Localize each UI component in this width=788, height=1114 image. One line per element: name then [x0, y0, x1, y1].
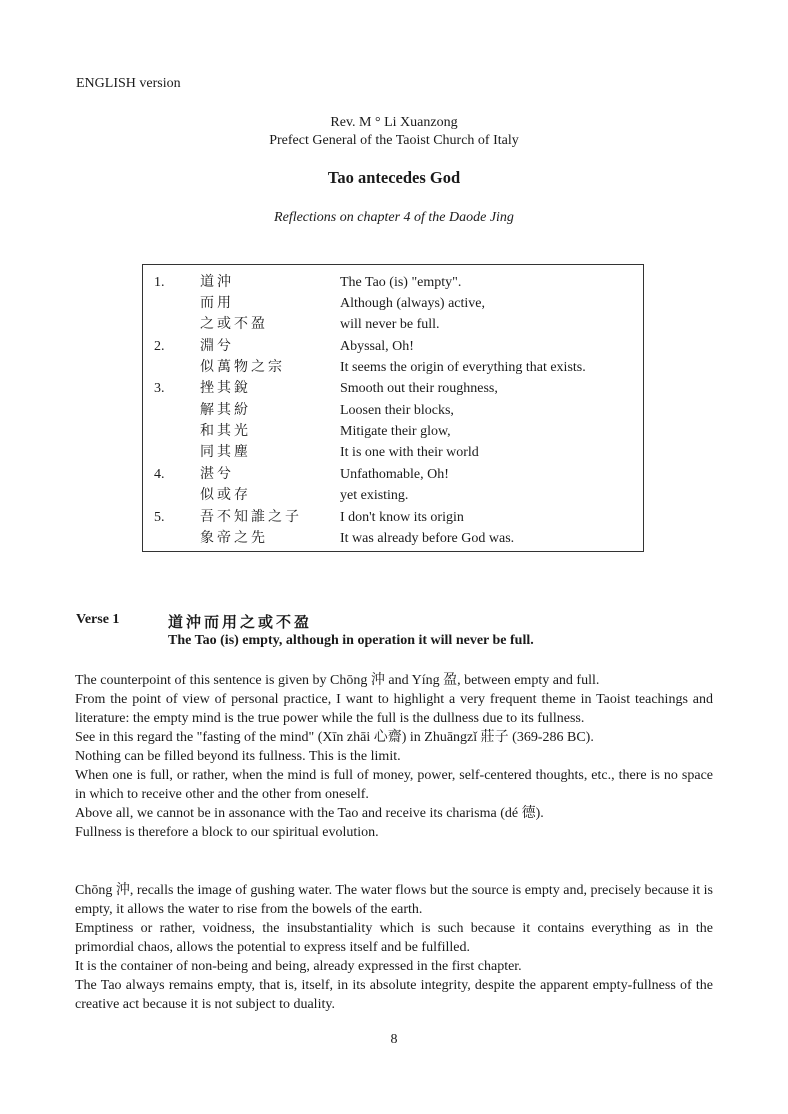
chapter-text-table: [142, 264, 644, 552]
paragraph: Chōng 沖, recalls the image of gushing water. The water flows but the source is empty and, precisely because it is empty, it allows the water to rise from the bowels of the earth.: [75, 883, 713, 917]
row-english: Although (always) active,: [340, 296, 486, 311]
row-english: Loosen their blocks,: [340, 403, 454, 418]
row-english: yet existing.: [340, 488, 409, 503]
commentary-section-2: [75, 881, 713, 1014]
commentary-section-1: [75, 671, 713, 842]
author-role: Prefect General of the Taoist Church of Italy: [269, 133, 519, 148]
page-number: 8: [390, 1032, 398, 1047]
row-chinese: 同其塵: [200, 444, 251, 460]
row-chinese: 似萬物之宗: [200, 359, 285, 375]
row-english: Smooth out their roughness,: [340, 381, 498, 396]
paragraph: The Tao always remains empty, that is, itself, in its absolute integrity, despite the apparent empty-fullness of the creative act because it is not subject to duality.: [75, 978, 713, 1012]
row-number: 3.: [154, 381, 165, 396]
paragraph: Above all, we cannot be in assonance with the Tao and receive its charisma (dé 德).: [75, 806, 544, 821]
paragraph: From the point of view of personal practice, I want to highlight a very frequent theme in Taoist teachings and literature: the empty mind is the true power while the full is the dullness due to its fullness.: [75, 692, 713, 726]
paragraph: It is the container of non-being and being, already expressed in the first chapter.: [75, 959, 522, 974]
row-english: Mitigate their glow,: [340, 424, 451, 439]
row-chinese: 而用: [200, 295, 234, 311]
row-chinese: 吾不知誰之子: [200, 509, 302, 525]
row-chinese: 之或不盈: [200, 316, 268, 332]
paragraph: The counterpoint of this sentence is given by Chōng 沖 and Yíng 盈, between empty and full.: [75, 673, 600, 688]
row-english: will never be full.: [340, 317, 440, 332]
paragraph: Emptiness or rather, voidness, the insubstantiality which is such because it contains everything as in the primordial chaos, allows the potential to express itself and be fulfilled.: [75, 921, 713, 955]
row-english: It is one with their world: [340, 445, 479, 460]
row-english: Unfathomable, Oh!: [340, 467, 449, 482]
row-number: 1.: [154, 275, 165, 290]
row-english: It seems the origin of everything that exists.: [340, 360, 586, 375]
paragraph: See in this regard the "fasting of the mind" (Xīn zhāi 心齋) in Zhuāngzǐ 莊子 (369-286 BC).: [75, 730, 594, 745]
row-chinese: 似或存: [200, 487, 251, 503]
author-name: Rev. M ° Li Xuanzong: [330, 115, 458, 130]
author-block: [0, 114, 788, 150]
paragraph: Nothing can be filled beyond its fullness. This is the limit.: [75, 749, 401, 764]
document-version-header: ENGLISH version: [76, 76, 181, 91]
row-chinese: 和其光: [200, 423, 251, 439]
row-chinese: 挫其銳: [200, 380, 251, 396]
row-number: 4.: [154, 467, 165, 482]
row-number: 2.: [154, 339, 165, 354]
verse-chinese-text: 道沖而用之或不盈: [168, 613, 313, 631]
document-subtitle: Reflections on chapter 4 of the Daode Jing: [274, 210, 514, 225]
row-english: I don't know its origin: [340, 510, 464, 525]
document-title: Tao antecedes God: [327, 168, 461, 187]
row-chinese: 淵兮: [200, 338, 234, 354]
row-english: Abyssal, Oh!: [340, 339, 414, 354]
row-chinese: 象帝之先: [200, 530, 268, 546]
paragraph: Fullness is therefore a block to our spiritual evolution.: [75, 825, 379, 840]
row-english: The Tao (is) "empty".: [340, 275, 462, 290]
row-english: It was already before God was.: [340, 531, 515, 546]
row-chinese: 湛兮: [200, 466, 234, 482]
row-chinese: 道沖: [200, 274, 234, 290]
verse-english-text: The Tao (is) empty, although in operation it will never be full.: [168, 633, 534, 648]
row-chinese: 解其紛: [200, 402, 251, 418]
paragraph: When one is full, or rather, when the mind is full of money, power, self-centered thoughts, etc., there is no space in which to receive other and the other from oneself.: [75, 768, 713, 802]
verse-label: Verse 1: [76, 612, 120, 627]
row-number: 5.: [154, 510, 165, 525]
